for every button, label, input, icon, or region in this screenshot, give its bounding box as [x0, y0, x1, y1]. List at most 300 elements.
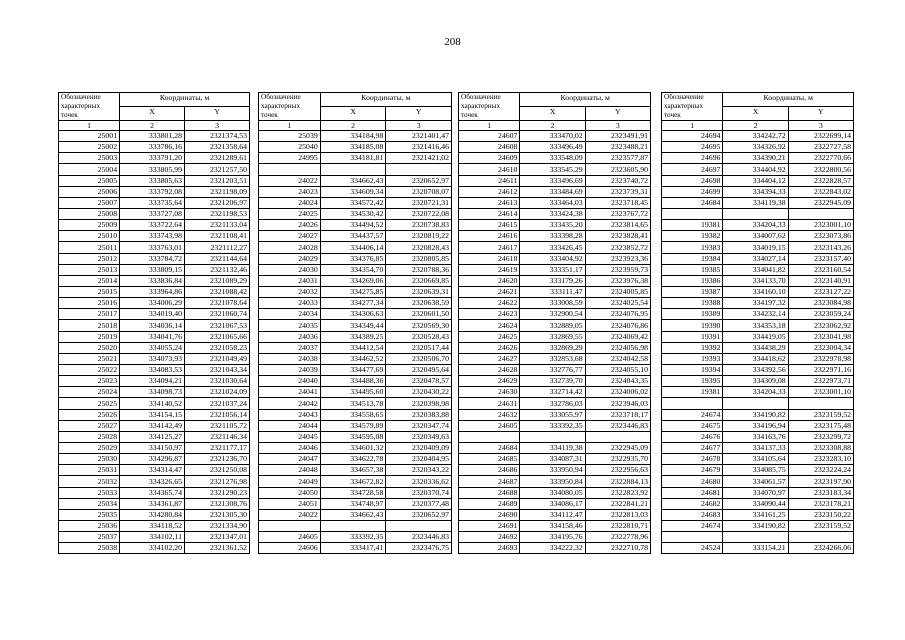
table-row — [459, 364, 651, 375]
table-row — [259, 487, 452, 498]
y-value: 2321236,70 — [185, 454, 250, 465]
point-id: 24622 — [459, 298, 520, 309]
point-id: 24605 — [459, 420, 520, 431]
table-row — [259, 131, 452, 142]
point-id: 24028 — [259, 242, 321, 253]
point-id: 24687 — [459, 476, 520, 487]
x-value: 334326,65 — [120, 476, 185, 487]
table-row — [259, 175, 452, 186]
y-value: 2320336,62 — [386, 476, 452, 487]
x-value: 333950,84 — [520, 476, 585, 487]
x-value: 334314,47 — [120, 465, 185, 476]
x-value: 333784,72 — [120, 253, 185, 264]
point-id: 25029 — [59, 442, 120, 453]
x-value: 332714,42 — [520, 387, 585, 398]
x-value: 334204,33 — [723, 387, 788, 398]
y-value: 2320828,43 — [386, 242, 452, 253]
table-row — [459, 409, 651, 420]
table-row — [459, 231, 651, 242]
y-value — [788, 208, 853, 219]
point-id: 19381 — [662, 387, 723, 398]
table-row — [662, 431, 854, 442]
x-value: 333398,28 — [520, 231, 585, 242]
x-value: 333791,20 — [120, 153, 185, 164]
y-value: 2320721,31 — [386, 197, 452, 208]
point-header: Обозначение характерных точек — [259, 93, 321, 121]
y-value: 2323084,98 — [788, 298, 853, 309]
y-value: 2324056,98 — [585, 342, 650, 353]
point-id: 24034 — [259, 309, 321, 320]
table-row — [259, 309, 452, 320]
y-value: 2321030,64 — [185, 376, 250, 387]
coordinates-table-4 — [661, 92, 854, 554]
point-id: 25007 — [59, 197, 120, 208]
point-id: 25009 — [59, 220, 120, 231]
x-value: 333792,08 — [120, 186, 185, 197]
table-row — [59, 398, 250, 409]
column-number: 2 — [120, 121, 185, 131]
point-id: 24697 — [662, 164, 723, 175]
table-row — [662, 509, 854, 520]
table-row — [59, 208, 250, 219]
point-id: 25010 — [59, 231, 120, 242]
table-row — [259, 476, 452, 487]
point-id — [259, 520, 321, 531]
point-id: 24042 — [259, 398, 321, 409]
point-id: 24695 — [662, 142, 723, 153]
x-value: 334150,97 — [120, 442, 185, 453]
table-row — [459, 186, 651, 197]
table-row — [459, 197, 651, 208]
x-value: 334622,78 — [320, 454, 386, 465]
point-id: 25016 — [59, 298, 120, 309]
point-id: 25031 — [59, 465, 120, 476]
table-row — [59, 164, 250, 175]
x-value: 333836,84 — [120, 275, 185, 286]
y-value: 2320601,50 — [386, 309, 452, 320]
x-value: 333484,69 — [520, 186, 585, 197]
point-id: 24610 — [459, 164, 520, 175]
point-header: Обозначение характерных точек — [459, 93, 520, 121]
point-id: 25011 — [59, 242, 120, 253]
x-value: 334197,32 — [723, 298, 788, 309]
y-value: 2323299,72 — [788, 431, 853, 442]
table-row — [459, 208, 651, 219]
y-value: 2321347,01 — [185, 532, 250, 543]
y-header: Y — [185, 107, 250, 121]
coordinates-header: Координаты, м — [120, 93, 250, 107]
y-value: 2321257,50 — [185, 164, 250, 175]
y-value: 2323175,48 — [788, 420, 853, 431]
y-value: 2324006,02 — [585, 387, 650, 398]
x-value: 334185,08 — [320, 142, 386, 153]
x-value: 334119,38 — [520, 442, 585, 453]
point-id: 24625 — [459, 331, 520, 342]
point-id — [259, 164, 321, 175]
table-row — [459, 175, 651, 186]
point-id: 24050 — [259, 487, 321, 498]
point-id: 24698 — [662, 175, 723, 186]
x-value: 333496,49 — [520, 142, 585, 153]
table-row — [259, 186, 452, 197]
y-value: 2323308,88 — [788, 442, 853, 453]
y-value: 2321250,08 — [185, 465, 250, 476]
point-id: 24626 — [459, 342, 520, 353]
point-id: 24678 — [662, 454, 723, 465]
x-value: 334090,44 — [723, 498, 788, 509]
y-value: 2322699,14 — [788, 131, 853, 142]
point-id: 24033 — [259, 298, 321, 309]
x-value: 334061,57 — [723, 476, 788, 487]
table-row — [459, 476, 651, 487]
table-row — [662, 186, 854, 197]
y-value: 2321108,41 — [185, 231, 250, 242]
y-value — [386, 164, 452, 175]
table-row — [59, 465, 250, 476]
y-value: 2323041,98 — [788, 331, 853, 342]
x-value: 334657,38 — [320, 465, 386, 476]
x-value: 334404,92 — [723, 164, 788, 175]
point-id: 25034 — [59, 498, 120, 509]
coordinates-header: Координаты, м — [320, 93, 451, 107]
y-value: 2321144,64 — [185, 253, 250, 264]
y-value: 2322823,92 — [585, 487, 650, 498]
y-value: 2320430,22 — [386, 387, 452, 398]
x-value: 334019,40 — [120, 309, 185, 320]
table-row — [662, 387, 854, 398]
y-value — [585, 431, 650, 442]
column-number: 1 — [662, 121, 723, 131]
x-value — [723, 532, 788, 543]
y-value: 2321290,23 — [185, 487, 250, 498]
x-value: 334376,85 — [320, 253, 386, 264]
point-id: 25040 — [259, 142, 321, 153]
table-row — [259, 208, 452, 219]
point-id: 24616 — [459, 231, 520, 242]
point-id: 25022 — [59, 364, 120, 375]
table-row — [59, 175, 250, 186]
table-row — [59, 153, 250, 164]
x-value: 334558,65 — [320, 409, 386, 420]
y-value: 2321067,53 — [185, 320, 250, 331]
point-id: 24680 — [662, 476, 723, 487]
x-value: 333111,47 — [520, 286, 585, 297]
point-id: 25003 — [59, 153, 120, 164]
point-id: 19383 — [662, 242, 723, 253]
y-value: 2322770,66 — [788, 153, 853, 164]
point-id: 19385 — [662, 264, 723, 275]
point-id: 25015 — [59, 286, 120, 297]
y-value: 2321060,74 — [185, 309, 250, 320]
table-row — [59, 242, 250, 253]
table-row — [662, 253, 854, 264]
table-row — [59, 197, 250, 208]
y-value: 2323159,52 — [788, 520, 853, 531]
point-id: 24046 — [259, 442, 321, 453]
point-id: 24044 — [259, 420, 321, 431]
table-row — [459, 342, 651, 353]
y-value — [788, 398, 853, 409]
y-value: 2323923,36 — [585, 253, 650, 264]
point-id: 25012 — [59, 253, 120, 264]
point-id: 24032 — [259, 286, 321, 297]
x-value: 333179,26 — [520, 275, 585, 286]
y-value: 2321374,53 — [185, 131, 250, 142]
x-value: 334495,60 — [320, 387, 386, 398]
y-value: 2321276,98 — [185, 476, 250, 487]
coordinates-header: Координаты, м — [723, 93, 854, 107]
y-value: 2322810,71 — [585, 520, 650, 531]
point-id — [662, 398, 723, 409]
x-value: 333950,94 — [520, 465, 585, 476]
point-id: 24683 — [662, 509, 723, 520]
y-value: 2323718,45 — [585, 197, 650, 208]
y-value: 2323476,75 — [386, 543, 452, 554]
y-value: 2321105,72 — [185, 420, 250, 431]
point-id: 24674 — [662, 520, 723, 531]
y-value: 2320409,09 — [386, 442, 452, 453]
x-value: 334530,42 — [320, 208, 386, 219]
y-value: 2323740,72 — [585, 175, 650, 186]
point-id: 24612 — [459, 186, 520, 197]
table-row — [662, 364, 854, 375]
x-value: 332900,54 — [520, 309, 585, 320]
y-value: 2323959,73 — [585, 264, 650, 275]
column-number: 3 — [788, 121, 853, 131]
table-row — [459, 520, 651, 531]
y-value: 2321133,04 — [185, 220, 250, 231]
table-row — [459, 487, 651, 498]
y-value: 2321177,17 — [185, 442, 250, 453]
y-value: 2320506,70 — [386, 353, 452, 364]
y-value: 2320495,64 — [386, 364, 452, 375]
table-row — [459, 331, 651, 342]
y-header: Y — [386, 107, 452, 121]
table-row — [259, 197, 452, 208]
y-value: 2320652,97 — [386, 175, 452, 186]
table-row — [59, 286, 250, 297]
coordinates-table-2 — [258, 92, 452, 554]
x-value: 334277,34 — [320, 298, 386, 309]
table-row — [662, 353, 854, 364]
table-row — [459, 153, 651, 164]
point-id: 24675 — [662, 420, 723, 431]
y-value: 2323283,10 — [788, 454, 853, 465]
point-id: 24047 — [259, 454, 321, 465]
y-value: 2321088,42 — [185, 286, 250, 297]
x-value: 334579,89 — [320, 420, 386, 431]
y-value: 2322971,16 — [788, 364, 853, 375]
x-value: 333470,02 — [520, 131, 585, 142]
x-header: X — [520, 107, 585, 121]
y-value: 2320478,57 — [386, 376, 452, 387]
table-row — [259, 142, 452, 153]
point-id: 25035 — [59, 509, 120, 520]
y-value: 2323157,40 — [788, 253, 853, 264]
table-row — [459, 543, 651, 554]
table-row — [459, 454, 651, 465]
x-value: 333548,09 — [520, 153, 585, 164]
x-value: 334036,14 — [120, 320, 185, 331]
y-value: 2321416,46 — [386, 142, 452, 153]
y-value: 2323446,83 — [386, 532, 452, 543]
x-value: 334728,58 — [320, 487, 386, 498]
point-id: 25023 — [59, 376, 120, 387]
y-value: 2322841,21 — [585, 498, 650, 509]
table-row — [59, 420, 250, 431]
y-value: 2321421,02 — [386, 153, 452, 164]
point-id: 25006 — [59, 186, 120, 197]
y-value: 2323183,34 — [788, 487, 853, 498]
point-id: 24691 — [459, 520, 520, 531]
table-row — [662, 331, 854, 342]
table-row — [59, 331, 250, 342]
x-value: 333404,92 — [520, 253, 585, 264]
point-id: 24606 — [259, 543, 321, 554]
y-value: 2321112,27 — [185, 242, 250, 253]
point-id: 25024 — [59, 387, 120, 398]
point-id: 24620 — [459, 275, 520, 286]
table-row — [662, 164, 854, 175]
table-row — [259, 364, 452, 375]
y-value: 2320708,07 — [386, 186, 452, 197]
x-value: 334073,93 — [120, 353, 185, 364]
point-id: 24677 — [662, 442, 723, 453]
y-value: 2320569,30 — [386, 320, 452, 331]
point-id: 25026 — [59, 409, 120, 420]
point-id: 24631 — [459, 398, 520, 409]
y-value: 2323001,10 — [788, 387, 853, 398]
column-number: 3 — [585, 121, 650, 131]
x-value: 334232,14 — [723, 309, 788, 320]
x-value: 334087,31 — [520, 454, 585, 465]
x-value: 333496,69 — [520, 175, 585, 186]
table-row — [59, 298, 250, 309]
table-row — [662, 309, 854, 320]
table-row — [459, 242, 651, 253]
x-value: 334204,33 — [723, 220, 788, 231]
x-value: 334161,25 — [723, 509, 788, 520]
point-id: 24029 — [259, 253, 321, 264]
y-value: 2320517,44 — [386, 342, 452, 353]
table-row — [59, 476, 250, 487]
y-value: 2320349,63 — [386, 431, 452, 442]
x-value: 334196,94 — [723, 420, 788, 431]
x-value: 332869,55 — [520, 331, 585, 342]
point-id: 24617 — [459, 242, 520, 253]
x-value: 334306,63 — [320, 309, 386, 320]
table-row — [459, 131, 651, 142]
table-row — [662, 175, 854, 186]
x-value: 333426,45 — [520, 242, 585, 253]
point-id: 24035 — [259, 320, 321, 331]
y-value: 2323062,92 — [788, 320, 853, 331]
column-number: 2 — [520, 121, 585, 131]
point-id: 24040 — [259, 376, 321, 387]
table-row — [459, 264, 651, 275]
table-row — [459, 253, 651, 264]
table-row — [259, 520, 452, 531]
point-id: 25025 — [59, 398, 120, 409]
table-row — [459, 320, 651, 331]
x-value: 334086,17 — [520, 498, 585, 509]
x-value: 334488,36 — [320, 376, 386, 387]
y-value: 2320722,08 — [386, 208, 452, 219]
table-row — [59, 520, 250, 531]
y-value: 2321056,14 — [185, 409, 250, 420]
y-value: 2321198,53 — [185, 208, 250, 219]
table-row — [662, 142, 854, 153]
point-id: 19386 — [662, 275, 723, 286]
point-id: 24027 — [259, 231, 321, 242]
x-value: 334394,33 — [723, 186, 788, 197]
table-row — [662, 286, 854, 297]
y-value: 2323004,34 — [788, 342, 853, 353]
x-value: 334006,29 — [120, 298, 185, 309]
table-row — [662, 454, 854, 465]
x-value: 334007,62 — [723, 231, 788, 242]
x-value: 334354,70 — [320, 264, 386, 275]
y-value: 2323739,31 — [585, 186, 650, 197]
point-id: 19381 — [662, 220, 723, 231]
table-row — [259, 387, 452, 398]
table-row — [59, 409, 250, 420]
table-row — [59, 275, 250, 286]
point-id: 24621 — [459, 286, 520, 297]
y-value: 2320788,36 — [386, 264, 452, 275]
table-row — [662, 398, 854, 409]
point-id: 19392 — [662, 342, 723, 353]
column-number: 1 — [259, 121, 321, 131]
x-value: 334365,74 — [120, 487, 185, 498]
y-value: 2321078,64 — [185, 298, 250, 309]
point-id: 19394 — [662, 364, 723, 375]
point-id: 25030 — [59, 454, 120, 465]
table-row — [662, 264, 854, 275]
point-id: 25027 — [59, 420, 120, 431]
x-header: X — [723, 107, 788, 121]
x-value: 333727,08 — [120, 208, 185, 219]
x-value — [320, 520, 386, 531]
x-value: 332853,68 — [520, 353, 585, 364]
point-id: 24681 — [662, 487, 723, 498]
y-value: 2323767,72 — [585, 208, 650, 219]
x-value: 334055,24 — [120, 342, 185, 353]
y-value: 2322778,96 — [585, 532, 650, 543]
point-id: 24615 — [459, 220, 520, 231]
point-id: 25017 — [59, 309, 120, 320]
x-value: 334102,11 — [120, 532, 185, 543]
y-value: 2323976,38 — [585, 275, 650, 286]
x-value: 334085,75 — [723, 465, 788, 476]
table-row — [259, 543, 452, 554]
y-value: 2323150,22 — [788, 509, 853, 520]
y-value: 2322978,98 — [788, 353, 853, 364]
table-row — [259, 331, 452, 342]
x-value: 334672,82 — [320, 476, 386, 487]
table-row — [59, 364, 250, 375]
x-header: X — [120, 107, 185, 121]
x-value: 334361,87 — [120, 498, 185, 509]
point-id: 19384 — [662, 253, 723, 264]
x-value: 334118,52 — [120, 520, 185, 531]
x-value: 333805,99 — [120, 164, 185, 175]
x-value: 334269,06 — [320, 275, 386, 286]
y-value: 2320404,95 — [386, 454, 452, 465]
point-id: 25039 — [259, 131, 321, 142]
y-value: 2324005,85 — [585, 286, 650, 297]
point-id: 24694 — [662, 131, 723, 142]
